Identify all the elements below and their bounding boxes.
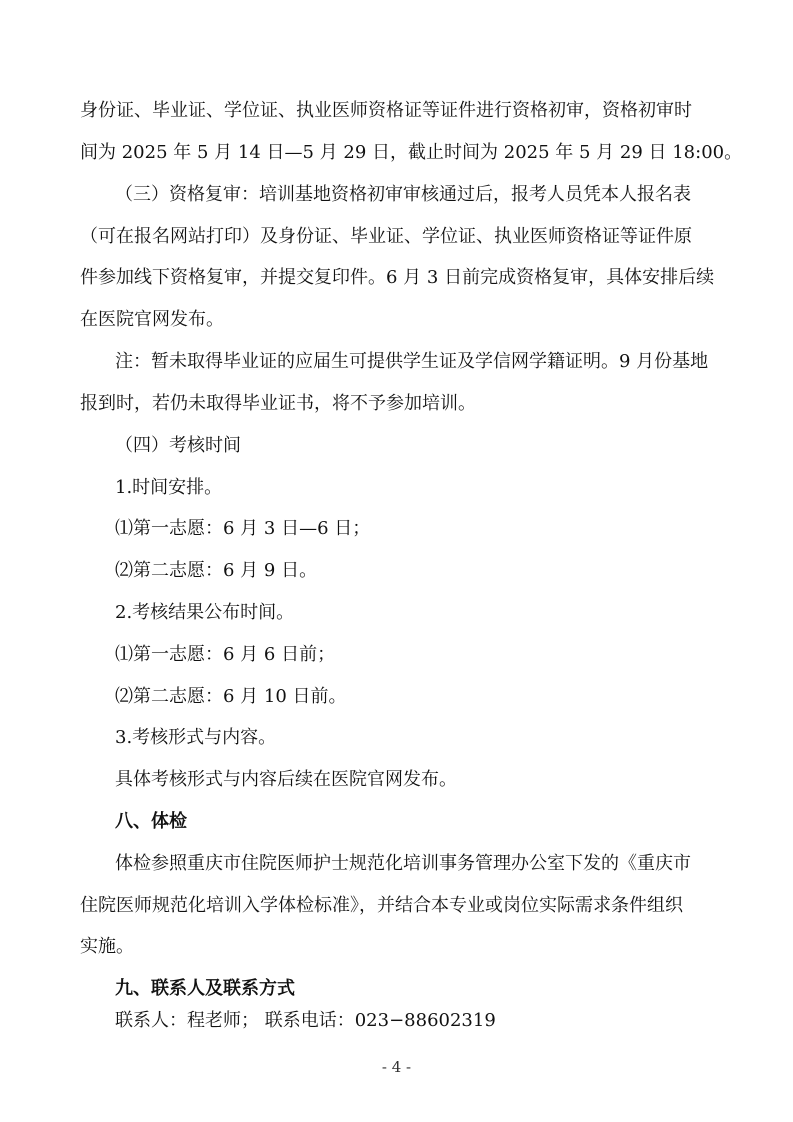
paragraph-line-1: 身份证、毕业证、学位证、执业医师资格证等证件进行资格初审，资格初审时 [80, 100, 692, 121]
list-item: ⑵第二志愿：6 月 9 日。 [115, 560, 318, 581]
paragraph-line: 住院医师规范化培训入学体检标准》，并结合本专业或岗位实际需求条件组织 [80, 895, 683, 916]
section-heading-medical-exam: 八、体检 [115, 811, 187, 832]
list-item: ⑴第一志愿：6 月 6 日前； [115, 644, 336, 665]
list-item: ⑴第一志愿：6 月 3 日—6 日； [115, 518, 371, 539]
note-line-2: 报到时，若仍未取得毕业证书，将不予参加培训。 [80, 393, 476, 414]
contact-line: 联系人：程老师； 联系电话：023−88602319 [115, 1010, 496, 1031]
paragraph-line: 实施。 [80, 936, 134, 957]
note-line-1: 注：暂未取得毕业证的应届生可提供学生证及学信网学籍证明。9 月份基地 [115, 351, 709, 372]
paragraph-line-5: 件参加线下资格复审，并提交复印件。6 月 3 日前完成资格复审，具体安排后续 [80, 267, 715, 288]
paragraph-line-3: （三）资格复审：培训基地资格初审审核通过后，报考人员凭本人报名表 [115, 184, 691, 205]
list-item: 2.考核结果公布时间。 [115, 602, 295, 623]
page-number: - 4 - [381, 1058, 412, 1076]
list-item: ⑵第二志愿：6 月 10 日前。 [115, 686, 347, 707]
paragraph-line-2: 间为 2025 年 5 月 14 日—5 月 29 日，截止时间为 2025 年 5 月 29 日 18:00。 [80, 142, 743, 163]
list-item: 1.时间安排。 [115, 477, 223, 498]
section-heading-contact: 九、联系人及联系方式 [115, 978, 295, 999]
subsection-title: （四）考核时间 [115, 435, 241, 456]
paragraph-line-4: （可在报名网站打印）及身份证、毕业证、学位证、执业医师资格证等证件原 [80, 226, 692, 247]
paragraph-line: 体检参照重庆市住院医师护士规范化培训事务管理办公室下发的《重庆市 [115, 853, 691, 874]
paragraph-line-6: 在医院官网发布。 [80, 309, 224, 330]
list-item: 3.考核形式与内容。 [115, 727, 277, 748]
list-item: 具体考核形式与内容后续在医院官网发布。 [115, 769, 457, 790]
